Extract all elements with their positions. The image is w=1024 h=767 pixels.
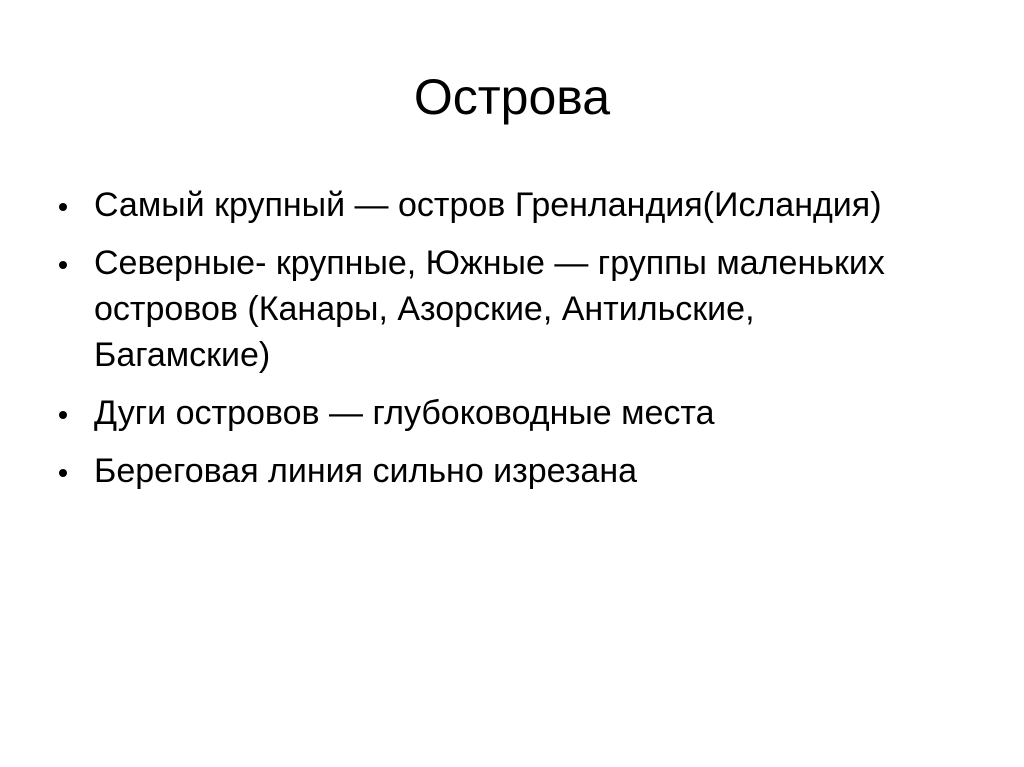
list-item: [56, 448, 936, 494]
bullet-text: Самый крупный — остров Гренландия(Исландия): [94, 186, 882, 224]
list-item: [56, 182, 936, 228]
bullet-text: Береговая линия сильно изрезана: [94, 452, 638, 490]
slide-title: Острова: [413, 69, 611, 125]
bullet-dot-icon: [59, 469, 67, 477]
bullet-dot-icon: [59, 261, 67, 269]
bullet-list: [56, 182, 936, 506]
bullet-dot-icon: [59, 411, 67, 419]
list-item: [56, 240, 936, 378]
bullet-text: Северные- крупные, Южные — группы маленьких островов (Канары, Азорские, Антильские, Багамские): [94, 244, 885, 374]
list-item: [56, 390, 936, 436]
bullet-text: Дуги островов — глубоководные места: [94, 394, 715, 432]
bullet-dot-icon: [59, 203, 67, 211]
